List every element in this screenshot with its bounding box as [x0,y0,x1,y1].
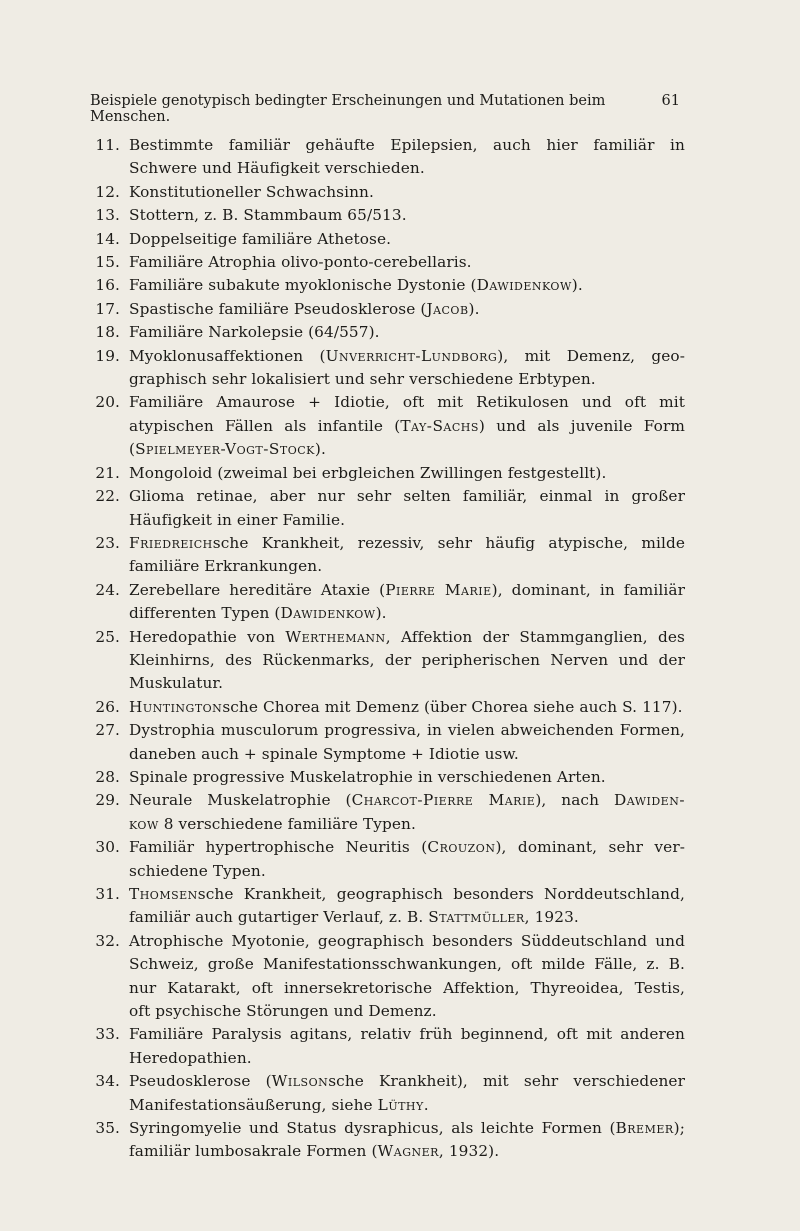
text-line: Myoklonusaffektionen (Unverricht-Lundborg), mit Demenz, geo- [129,346,685,365]
text-line: Häufigkeit in einer Familie. [129,510,346,529]
text-line: familiär auch gutartiger Verlauf, z. B. Stattmüller, 1923. [129,908,579,927]
list-item [87,766,687,789]
text-line: Manifestationsäußerung, siehe Lüthy. [129,1095,429,1114]
item-text [129,391,685,461]
item-text [129,1117,685,1164]
numbered-list [87,134,687,1164]
page-number: 61 [661,93,680,109]
item-text [129,532,685,579]
item-number: 11. [95,136,120,154]
item-number: 20. [95,393,120,412]
list-item [87,134,687,181]
item-number: 32. [95,931,120,950]
text-line: Familiäre Amaurose + Idiotie, oft mit Retikulosen und oft mit [129,393,685,412]
item-number: 19. [95,346,120,365]
item-text [129,766,685,789]
item-number: 27. [95,721,120,740]
text-line: daneben auch + spinale Symptome + Idiotie usw. [129,744,519,763]
text-line: Stottern, z. B. Stammbaum 65/513. [129,206,407,225]
item-text [129,1023,685,1070]
text-line: Glioma retinae, aber nur sehr selten familiär, einmal in großer [129,487,685,506]
list-item [87,181,687,204]
list-item [87,485,687,532]
list-item [87,836,687,883]
item-text [129,345,685,392]
list-item [87,298,687,321]
text-line: Kleinhirns, des Rückenmarks, der peripherischen Nerven und der [129,650,685,669]
text-line: Schweiz, große Manifestationsschwankungen, oft milde Fälle, z. B. [129,955,685,974]
item-text [129,789,685,836]
list-item [87,626,687,696]
text-line: Familiäre Atrophia olivo-ponto-cerebellaris. [129,253,472,272]
item-text [129,274,685,297]
list-item [87,345,687,392]
text-line: Friedreichsche Krankheit, rezessiv, sehr häufig atypische, milde [129,533,685,552]
list-item [87,532,687,579]
list-item [87,251,687,274]
text-line: (Spielmeyer-Vogt-Stock). [129,440,326,459]
item-text [129,321,685,344]
text-line: Heredopathie von Werthemann, Affektion der Stammganglien, des [129,627,685,646]
item-number: 28. [95,767,120,786]
text-line: Mongoloid (zweimal bei erbgleichen Zwillingen festgestellt). [129,463,607,482]
text-line: Spinale progressive Muskelatrophie in verschiedenen Arten. [129,767,606,786]
text-line: oft psychische Störungen und Demenz. [129,1002,437,1021]
list-item [87,883,687,930]
text-line: graphisch sehr lokalisiert und sehr verschiedene Erbtypen. [129,370,596,389]
list-item [87,391,687,461]
text-line: Spastische familiäre Pseudosklerose (Jacob). [129,299,480,318]
item-text [129,579,685,626]
item-text [129,298,685,321]
item-text [129,181,685,204]
item-number: 18. [95,323,120,342]
text-line: Heredopathien. [129,1048,252,1067]
list-item [87,462,687,485]
text-line: familiär lumbosakrale Formen (Wagner, 1932). [129,1142,500,1161]
list-item [87,274,687,297]
item-number: 29. [95,791,120,810]
item-text [129,251,685,274]
text-line: Bestimmte familiär gehäufte Epilepsien, auch hier familiär in [129,136,685,154]
list-item [87,1023,687,1070]
item-text [129,485,685,532]
text-line: Zerebellare hereditäre Ataxie (Pierre Marie), dominant, in familiär [129,580,685,599]
item-text [129,1070,685,1117]
item-text [129,626,685,696]
text-line: Doppelseitige familiäre Athetose. [129,229,392,248]
item-number: 33. [95,1025,120,1044]
item-text [129,719,685,766]
running-header [90,93,680,125]
item-text [129,883,685,930]
text-line: Huntingtonsche Chorea mit Demenz (über Chorea siehe auch S. 117). [129,697,683,716]
text-line: Familiäre Paralysis agitans, relativ früh beginnend, oft mit anderen [129,1025,685,1044]
item-text [129,462,685,485]
text-line: kow 8 verschiedene familiäre Typen. [129,814,416,833]
text-line: Familiäre Narkolepsie (64/557). [129,323,380,342]
item-text [129,930,685,1024]
list-item [87,696,687,719]
item-text [129,204,685,227]
list-item [87,719,687,766]
item-text [129,228,685,251]
item-number: 25. [95,627,120,646]
running-title: Beispiele genotypisch bedingter Erscheinungen und Mutationen beim Menschen. [90,93,606,125]
text-line: Neurale Muskelatrophie (Charcot-Pierre Marie), nach Dawiden- [129,791,685,810]
item-number: 14. [95,229,120,248]
item-number: 12. [95,182,120,201]
item-number: 15. [95,253,120,272]
text-line: schiedene Typen. [129,861,266,880]
item-number: 21. [95,463,120,482]
list-item [87,1117,687,1164]
item-number: 23. [95,533,120,552]
text-line: Dystrophia musculorum progressiva, in vielen abweichenden Formen, [129,721,685,740]
item-number: 24. [95,580,120,599]
list-item [87,930,687,1024]
item-number: 16. [95,276,120,295]
text-line: Familiär hypertrophische Neuritis (Crouzon), dominant, sehr ver- [129,838,685,857]
list-item [87,204,687,227]
text-line: nur Katarakt, oft innersekretorische Affektion, Thyreoidea, Testis, [129,978,685,997]
item-number: 17. [95,299,120,318]
text-line: atypischen Fällen als infantile (Tay-Sachs) und als juvenile Form [129,416,685,435]
text-line: Schwere und Häufigkeit verschieden. [129,159,425,178]
list-item [87,579,687,626]
text-line: differenten Typen (Dawidenkow). [129,604,387,623]
item-number: 34. [95,1072,120,1091]
item-text [129,836,685,883]
list-item [87,789,687,836]
item-number: 26. [95,697,120,716]
text-line: Muskulatur. [129,674,224,693]
text-line: Pseudosklerose (Wilsonsche Krankheit), mit sehr verschiedener [129,1072,685,1091]
list-item [87,321,687,344]
list-item [87,228,687,251]
item-text [129,696,685,719]
text-line: Atrophische Myotonie, geographisch besonders Süddeutschland und [129,931,685,950]
item-number: 13. [95,206,120,225]
text-line: Familiäre subakute myoklonische Dystonie (Dawidenkow). [129,276,583,295]
item-number: 35. [95,1119,120,1138]
text-line: Syringomyelie und Status dysraphicus, als leichte Formen (Bremer); [129,1119,685,1138]
text-line: Thomsensche Krankheit, geographisch besonders Norddeutschland, [129,885,685,903]
text-line: familiäre Erkrankungen. [129,557,323,576]
item-text [129,134,685,181]
item-number: 31. [95,885,120,903]
item-number: 30. [95,838,120,857]
list-item [87,1070,687,1117]
text-line: Konstitutioneller Schwachsinn. [129,182,374,201]
item-number: 22. [95,487,120,506]
